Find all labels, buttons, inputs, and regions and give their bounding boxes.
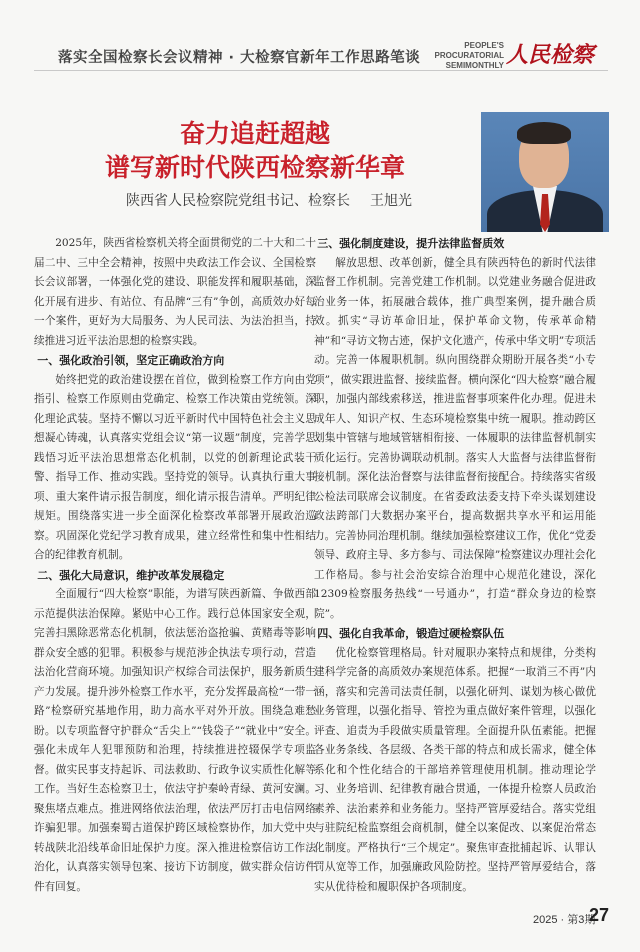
intro-paragraph: 2025年，陕西省检察机关将全面贯彻党的二十大和二十届二中、三中全会精神，按照中央政法工作会议、全国检察长会议部署，一体强化党的建设、职能发挥和履职基础，深化开展有进步、有站位、有品牌“三有”争创，高质效办好每一个案件，更好为大局服务、为人民司法、为法治担当，持续推进习近平法治思想的检察实践。 xyxy=(34,237,316,347)
author-organization: 陕西省人民检察院党组书记、检察长 xyxy=(126,193,350,209)
magazine-english-name xyxy=(402,41,504,71)
series-title: 落实全国检察长会议精神 · 大检察官新年工作思路笔谈 xyxy=(58,50,421,66)
section-heading-4: 四、强化自我革命，锻造过硬检察队伍 xyxy=(317,627,505,640)
section-heading-2: 二、强化大局意识，维护改革发展稳定 xyxy=(37,568,225,582)
section-heading-1: 一、强化政治引领，坚定正确政治方向 xyxy=(37,354,225,367)
section-1-paragraph: 始终把党的政治建设摆在首位，做到检察工作方向由党指引、检察工作原则由党确定、检察工作决策由党统领。深化理论武装。坚持不懈以习近平新时代中国特色社会主义思想凝心铸魂，认真落实党组会议“第一议题”制度，完善学思践悟习近平法治思想常态化机制，以党的创新理论武装干警、指导工作、推动实践。坚持党的领导。认真执行重大事项、重大案件请示报告制度，细化请示报告清单。严明纪律规矩。围绕落实进一步全面深化检察改革部署开展政治巡察。巩固深化党纪学习教育成果，建立经常性和集中性相结合的纪律教育机制。 xyxy=(34,373,316,561)
author-byline xyxy=(126,190,412,210)
portrait-hair xyxy=(517,122,571,144)
section-heading-3: 三、强化制度建设，提升法律监督质效 xyxy=(317,237,505,250)
page-header xyxy=(0,0,640,70)
section-2-paragraph: 全面履行“四大检察”职能，为谱写陕西新篇、争做西部示范提供法治保障。紧贴中心工作。践行总体国家安全观，完善扫黑除恶常态化机制，依法惩治盗抢骗、黄赌毒等影响群众安全感的犯罪。积极参与规范涉企执法专项行动，营造法治化营商环境。加强知识产权综合司法保护，服务新质生产力发展。提升涉外检察工作水平，充分发挥最高检“一带一路”检察研究基地作用，助力高水平对外开放。围绕急难愁盼。以专项监督守护群众“舌尖上”“钱袋子”“就业中”安全。强化未成年人犯罪预防和治理，持续推进控辍保学专项监督。做实民事支持起诉、司法救助、行政争议实质性化解等工作。当好生态检察卫士，依法守护秦岭青绿、黄河安澜。聚焦堵点难点。推进网络依法治理，依法严厉打击电信网络诈骗犯罪。加强秦蜀古道保护跨区域检察协作，加大党中央转战陕北沿线革命旧址保护力度。深入推进检察信访工作法治化，认真落实领导包案、接访下访制度，做实群众信访件件有回复。 xyxy=(34,588,316,893)
article-title-line1: 奋力追赶超越 xyxy=(179,119,330,148)
magazine-english-line1: PEOPLE'S PROCURATORIAL xyxy=(434,41,504,60)
page-number: 27 xyxy=(589,905,610,925)
article-column-right xyxy=(314,234,596,897)
section-4-paragraph: 优化检察管理格局。针对履职办案特点和规律，分类构建科学完备的高质效办案规范体系。把握“一取消三不再”内涵，落实和完善司法责任制，以强化研判、谋划为核心做优业务管理，以强化指导、管控为重点做好案件管理，以强化评查、追责为手段做实质量管理。全面提升队伍素能。把握各业务条线、各层级、各类干部的特点和成长需求，健全体系化和个性化结合的干部培养管理使用机制。推动理论学习、业务培训、纪律教育融合贯通，一体提升检察人员政治素养、法治素养和业务能力。坚持严管厚爱结合。落实党组与驻院纪检监察组会商机制，健全以案促改、以案促治常态化制度。严格执行“三个规定”。聚焦审查批捕起诉、认罪认罚从宽等工作，加强廉政风险防控。坚持严管厚爱结合，落实从优待检和履职保护各项制度。 xyxy=(314,646,596,893)
magazine-logo-text: 人民检察 xyxy=(506,42,595,68)
article-title-line2: 谱写新时代陕西检察新华章 xyxy=(104,153,405,182)
author-portrait xyxy=(481,112,609,232)
section-3-paragraph: 解放思想、改革创新，健全具有陕西特色的新时代法律监督工作机制。完善党建工作机制。以党建业务融合促进政治业务一体，拓展融合载体，推广典型案例，提升融合质效。抓实“寻访革命旧址，保护革命文物，传承革命精神”和“寻访文物古迹，保护文化遗产，传承中华文明”专项活动。完善一体履职机制。纵向围绕群众期盼开展各类“小专项”，做实跟进监督、接续监督。横向深化“四大检察”融合履职，加强内部线索移送，推进监督事项案件化办理。促进未成年人、知识产权、生态环境检察集中统一履职。推动跨区划集中管辖与地域管辖相衔接、一体履职的法律监督机制实质化运行。完善协调联动机制。落实人大监督与法律监督衔接机制。深化法治督察与法律监督衔接配合。持续落实省级公检法司联席会议制度。在省委政法委支持下牵头谋划建设政法跨部门大数据办案平台，提高数据共享水平和运用能力。完善协同治理机制。继续加强检察建议工作，优化“党委领导、政府主导、多方参与、司法保障”检察建议办理社会化工作格局。参与社会治安综合治理中心规范化建设，深化12309检察服务热线“一号通办”，打造“群众身边的检察院”。 xyxy=(314,256,596,620)
header-divider xyxy=(34,70,608,71)
magazine-english-line2: SEMIMONTHLY xyxy=(445,61,504,70)
issue-label: 2025 · 第3期 xyxy=(533,914,596,926)
article-column-left xyxy=(34,234,316,897)
author-name: 王旭光 xyxy=(370,193,412,209)
